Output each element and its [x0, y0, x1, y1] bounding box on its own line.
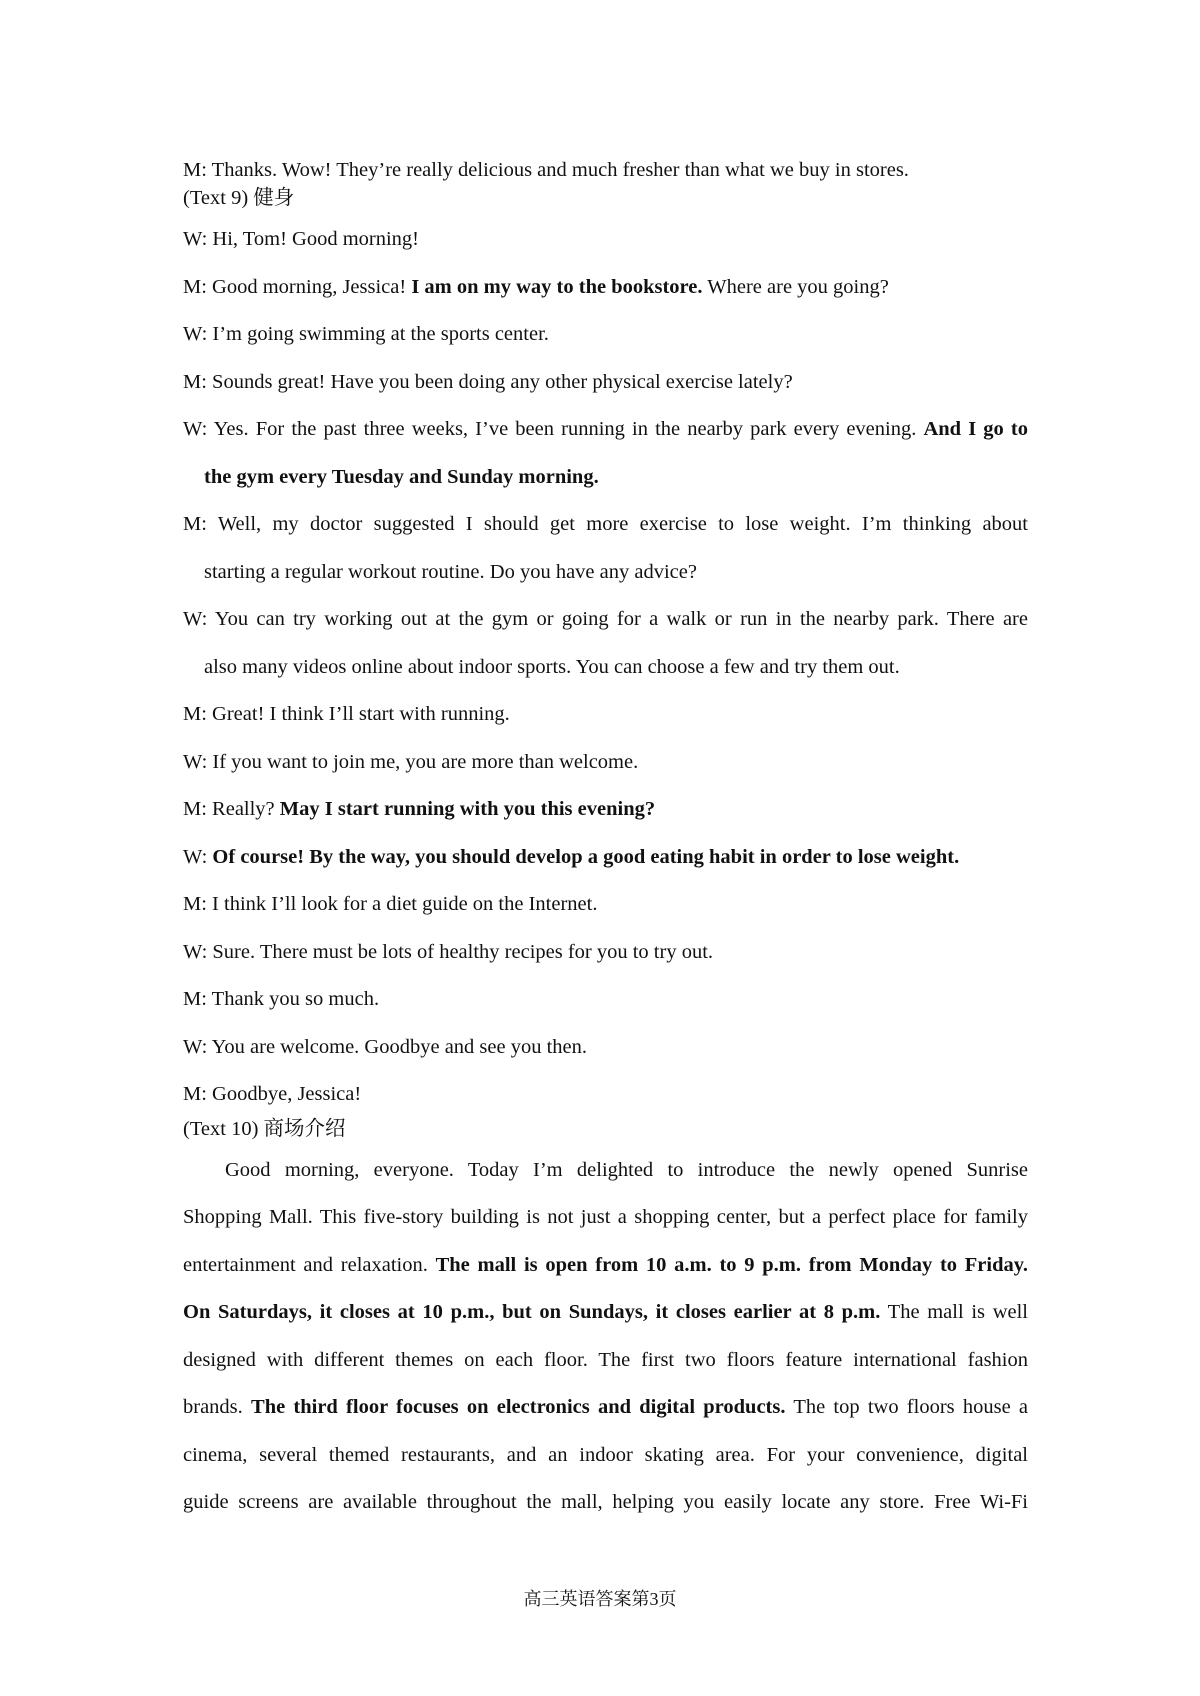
- line-text: M: Thanks. Wow! They’re really delicious and much fresher than what we buy in stores.: [183, 159, 909, 181]
- line-text: W: Yes. For the past three weeks, I’ve been running in the nearby park every evening.: [183, 418, 924, 440]
- line-text: W: I’m going swimming at the sports center.: [183, 323, 549, 345]
- line-text: starting a regular workout routine. Do you have any advice?: [204, 560, 697, 583]
- document-body: [183, 152, 1028, 1527]
- paragraph-line: [183, 1242, 1028, 1290]
- dialogue-line: [183, 739, 1028, 787]
- dialogue-line: [183, 311, 1028, 359]
- dialogue-line: [183, 596, 1028, 644]
- answer-highlight: the gym every Tuesday and Sunday morning.: [204, 465, 599, 488]
- paragraph-line: [183, 1479, 1028, 1527]
- paragraph-line: [183, 1147, 1028, 1195]
- dialogue-line: [183, 929, 1028, 977]
- answer-highlight: I am on my way to the bookstore.: [411, 275, 703, 298]
- section-heading-text-10: [183, 1113, 1028, 1145]
- line-text: entertainment and relaxation.: [183, 1253, 436, 1276]
- line-text: designed with different themes on each floor. The first two floors feature international fashion: [183, 1348, 1028, 1371]
- line-text: M: Sounds great! Have you been doing any other physical exercise lately?: [183, 370, 793, 393]
- line-text: W: Hi, Tom! Good morning!: [183, 228, 420, 250]
- line-text: W: You can try working out at the gym or going for a walk or run in the nearby park. There are: [183, 608, 1028, 630]
- dialogue-line: [183, 786, 1028, 834]
- dialogue-line: [183, 406, 1028, 454]
- dialogue-line: [183, 691, 1028, 739]
- line-text: W: Sure. There must be lots of healthy recipes for you to try out.: [183, 940, 714, 963]
- line-text: W:: [183, 845, 213, 868]
- dialogue-line-continued: [183, 454, 1028, 502]
- dialogue-line: [183, 881, 1028, 929]
- answer-highlight: May I start running with you this evening?: [279, 798, 656, 820]
- line-text: M: Good morning, Jessica!: [183, 275, 412, 298]
- answer-highlight: And I go to: [923, 418, 1028, 440]
- dialogue-line: [183, 834, 1028, 882]
- page-footer: 高三英语答案第3页: [523, 1589, 677, 1609]
- answer-highlight: The third floor focuses on electronics and digital products.: [251, 1396, 786, 1418]
- line-text: guide screens are available throughout the mall, helping you easily locate any store. Free Wi-Fi: [183, 1491, 1028, 1513]
- line-text: M: Really?: [183, 798, 280, 820]
- dialogue-line: [183, 1024, 1028, 1072]
- line-text: also many videos online about indoor sports. You can choose a few and try them out.: [204, 655, 900, 678]
- line-text: cinema, several themed restaurants, and an indoor skating area. For your convenience, digital: [183, 1443, 1028, 1466]
- dialogue-line: [183, 152, 1028, 188]
- dialogue-line-continued: [183, 549, 1028, 597]
- paragraph-line: [183, 1337, 1028, 1385]
- line-text: brands.: [183, 1396, 252, 1418]
- line-text: M: Thank you so much.: [183, 988, 380, 1010]
- dialogue-line: [183, 264, 1028, 312]
- line-text: The top two floors house a: [785, 1396, 1028, 1418]
- line-text: W: You are welcome. Goodbye and see you then.: [183, 1035, 588, 1058]
- line-text: Where are you going?: [702, 275, 889, 298]
- heading-text: (Text 9) 健身: [183, 187, 295, 209]
- dialogue-line: [183, 1071, 1028, 1119]
- line-text: M: Well, my doctor suggested I should get more exercise to lose weight. I’m thinking about: [183, 513, 1028, 535]
- heading-text: (Text 10) 商场介绍: [183, 1117, 346, 1140]
- dialogue-line-continued: [183, 644, 1028, 692]
- line-text: M: Great! I think I’ll start with running.: [183, 703, 510, 725]
- answer-highlight: Of course! By the way, you should develop a good eating habit in order to lose weight.: [212, 845, 960, 868]
- dialogue-line: [183, 216, 1028, 264]
- paragraph-line: [183, 1432, 1028, 1480]
- line-text: Shopping Mall. This five-story building is not just a shopping center, but a perfect place for family: [183, 1206, 1028, 1228]
- line-text: M: Goodbye, Jessica!: [183, 1083, 362, 1105]
- answer-highlight: On Saturdays, it closes at 10 p.m., but on Sundays, it closes earlier at 8 p.m.: [183, 1301, 881, 1323]
- paragraph-line: [183, 1384, 1028, 1432]
- line-text: M: I think I’ll look for a diet guide on the Internet.: [183, 893, 598, 915]
- dialogue-line: [183, 359, 1028, 407]
- paragraph-line: [183, 1194, 1028, 1242]
- paragraph-line: [183, 1289, 1028, 1337]
- line-text: Good morning, everyone. Today I’m delighted to introduce the newly opened Sunrise: [225, 1158, 1028, 1181]
- line-text: The mall is well: [880, 1301, 1028, 1323]
- answer-highlight: The mall is open from 10 a.m. to 9 p.m. from Monday to Friday.: [435, 1253, 1028, 1276]
- dialogue-line: [183, 501, 1028, 549]
- line-text: W: If you want to join me, you are more than welcome.: [183, 750, 639, 773]
- dialogue-line: [183, 976, 1028, 1024]
